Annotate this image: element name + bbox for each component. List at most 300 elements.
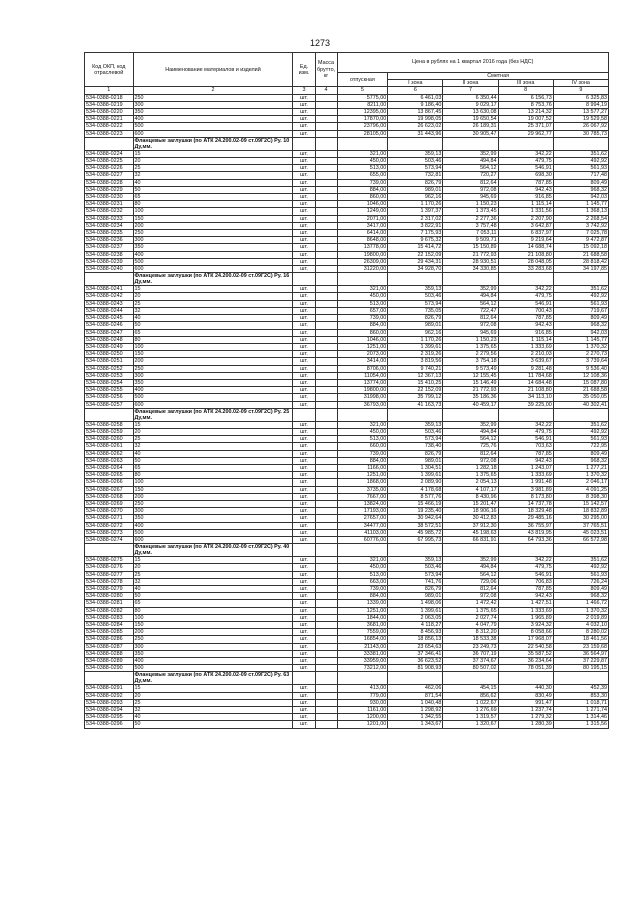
table-row	[85, 258, 609, 265]
cell-unit: шт.	[293, 315, 315, 322]
cell-zone1: 503,46	[388, 428, 443, 435]
table-row	[85, 343, 609, 350]
cell-code: 534-0388-0240	[85, 266, 134, 273]
cell-zone1: 31 443,96	[388, 130, 443, 137]
cell-code: 534-0388-0283	[85, 614, 134, 621]
cell-zone2: 2 027,74	[443, 614, 498, 621]
cell-name: 40	[133, 586, 293, 593]
cell-zone4: 492,92	[553, 564, 608, 571]
cell-name: 600	[133, 266, 293, 273]
cell-code: 534-0388-0228	[85, 179, 134, 186]
cell-mass	[315, 336, 337, 343]
table-row	[85, 179, 609, 186]
cell-zone3: 1 115,14	[498, 201, 553, 208]
cell-zone2: 21 772,93	[443, 251, 498, 258]
cell-code: 534-0388-0246	[85, 322, 134, 329]
cell-zone1: 22 152,09	[388, 387, 443, 394]
cell-zone2: 40 459,17	[443, 401, 498, 408]
cell-zone3: 1 280,39	[498, 721, 553, 728]
cell-price: 23796,00	[337, 123, 388, 130]
header-code: Код ОКП, код отраслевой	[85, 53, 134, 87]
cell-zone1: 738,40	[388, 443, 443, 450]
cell-name: 300	[133, 237, 293, 244]
cell-zone2: 454,15	[443, 685, 498, 692]
cell-name: 20	[133, 158, 293, 165]
cell-zone4: 492,92	[553, 428, 608, 435]
group-title: Фланцевые заглушки (по АТК 24.200.02-09 ст.09Г2С) Ру. 63 Ду,мм.	[133, 672, 293, 685]
cell-name: 200	[133, 222, 293, 229]
cell-zone3: 19 007,52	[498, 116, 553, 123]
cell-zone2: 28 930,51	[443, 258, 498, 265]
cell-code: 534-0388-0259	[85, 428, 134, 435]
cell-code: 534-0388-0279	[85, 586, 134, 593]
cell-zone3: 3 981,89	[498, 486, 553, 493]
table-row	[85, 351, 609, 358]
cell-price: 36793,00	[337, 401, 388, 408]
cell-zone1: 81 908,93	[388, 665, 443, 672]
cell-zone3: 703,63	[498, 443, 553, 450]
header-zone2: II зона	[443, 80, 498, 87]
cell-zone4: 45 023,51	[553, 529, 608, 536]
table-row	[85, 201, 609, 208]
cell-unit: шт.	[293, 436, 315, 443]
cell-zone3: 43 819,95	[498, 529, 553, 536]
cell-price: 21143,00	[337, 643, 388, 650]
cell-name: 500	[133, 123, 293, 130]
cell-zone4: 1 271,74	[553, 707, 608, 714]
table-row	[85, 336, 609, 343]
table-row	[85, 222, 609, 229]
cell-zone4: 21 688,58	[553, 387, 608, 394]
cell-zone3: 1 115,14	[498, 336, 553, 343]
table-row	[85, 500, 609, 507]
cell-price: 7559,00	[337, 629, 388, 636]
table-row	[85, 165, 609, 172]
cell-mass	[315, 486, 337, 493]
cell-mass	[315, 387, 337, 394]
cell-zone2: 19 650,54	[443, 116, 498, 123]
cell-zone3: 1 243,07	[498, 464, 553, 471]
cell-unit: шт.	[293, 464, 315, 471]
cell-zone2: 494,84	[443, 428, 498, 435]
cell-unit: шт.	[293, 578, 315, 585]
cell-zone2: 66 831,91	[443, 536, 498, 543]
cell-zone3: 11 784,68	[498, 372, 553, 379]
table-row	[85, 464, 609, 471]
cell-zone4: 9 536,40	[553, 365, 608, 372]
cell-zone4: 13 577,27	[553, 109, 608, 116]
cell-zone4: 4 032,10	[553, 622, 608, 629]
cell-unit: шт.	[293, 486, 315, 493]
cell-zone1: 989,01	[388, 457, 443, 464]
cell-mass	[315, 365, 337, 372]
cell-name: 150	[133, 622, 293, 629]
cell-zone3: 25 371,07	[498, 123, 553, 130]
cell-price: 26309,00	[337, 258, 388, 265]
cell-zone1: 23 654,63	[388, 643, 443, 650]
cell-zone1: 3 819,56	[388, 358, 443, 365]
cell-zone1: 8 577,76	[388, 493, 443, 500]
cell-zone2: 1 375,65	[443, 472, 498, 479]
cell-name: 80	[133, 201, 293, 208]
cell-unit: шт.	[293, 643, 315, 650]
cell-unit: шт.	[293, 557, 315, 564]
header-zone3: III зона	[498, 80, 553, 87]
cell-zone4: 452,39	[553, 685, 608, 692]
cell-zone4: 37 765,51	[553, 522, 608, 529]
table-row	[85, 307, 609, 314]
cell-unit: шт.	[293, 307, 315, 314]
cell-zone1: 732,81	[388, 172, 443, 179]
cell-zone2: 3 757,48	[443, 222, 498, 229]
cell-zone4: 66 572,98	[553, 536, 608, 543]
cell-zone2: 2 054,13	[443, 479, 498, 486]
cell-code: 534-0388-0278	[85, 578, 134, 585]
cell-price: 739,00	[337, 586, 388, 593]
table-row	[85, 593, 609, 600]
cell-zone1: 22 152,09	[388, 251, 443, 258]
cell-zone2: 725,76	[443, 443, 498, 450]
cell-zone3: 440,30	[498, 685, 553, 692]
cell-price: 73212,00	[337, 665, 388, 672]
header-estimate: Сметная	[388, 73, 609, 80]
cell-zone1: 2 317,02	[388, 215, 443, 222]
cell-code: 534-0388-0244	[85, 307, 134, 314]
cell-name: 32	[133, 443, 293, 450]
cell-zone3: 9 281,48	[498, 365, 553, 372]
cell-unit: шт.	[293, 130, 315, 137]
table-row	[85, 486, 609, 493]
cell-zone2: 8 430,96	[443, 493, 498, 500]
cell-zone4: 1 315,56	[553, 721, 608, 728]
cell-zone4: 36 564,97	[553, 650, 608, 657]
cell-name: 20	[133, 428, 293, 435]
header-name: Наименование материалов и изделий	[133, 53, 293, 87]
cell-mass	[315, 123, 337, 130]
cell-mass	[315, 286, 337, 293]
cell-mass	[315, 315, 337, 322]
cell-zone1: 8 456,93	[388, 629, 443, 636]
cell-zone1: 6 461,03	[388, 94, 443, 101]
cell-code: 534-0388-0292	[85, 692, 134, 699]
table-row	[85, 230, 609, 237]
cell-price: 33381,00	[337, 650, 388, 657]
cell-mass	[315, 421, 337, 428]
cell-zone2: 352,99	[443, 150, 498, 157]
cell-code: 534-0388-0225	[85, 158, 134, 165]
cell-unit: шт.	[293, 208, 315, 215]
cell-code: 534-0388-0247	[85, 329, 134, 336]
cell-zone1: 1 170,26	[388, 336, 443, 343]
cell-zone1: 4 118,27	[388, 622, 443, 629]
cell-zone3: 706,83	[498, 578, 553, 585]
cell-zone4: 722,95	[553, 443, 608, 450]
cell-price: 8211,00	[337, 101, 388, 108]
table-row	[85, 244, 609, 251]
cell-unit: шт.	[293, 600, 315, 607]
table-row	[85, 286, 609, 293]
cell-zone1: 37 346,41	[388, 650, 443, 657]
cell-code: 534-0388-0288	[85, 650, 134, 657]
cell-zone4: 561,93	[553, 300, 608, 307]
cell-zone3: 787,85	[498, 179, 553, 186]
cell-mass	[315, 201, 337, 208]
cell-price: 1868,00	[337, 479, 388, 486]
cell-zone3: 28 048,05	[498, 258, 553, 265]
cell-name: 500	[133, 529, 293, 536]
cell-mass	[315, 536, 337, 543]
cell-price: 1200,00	[337, 714, 388, 721]
cell-unit: шт.	[293, 343, 315, 350]
cell-zone4: 8 398,30	[553, 493, 608, 500]
cell-zone3: 1 427,51	[498, 600, 553, 607]
cell-name: 25	[133, 571, 293, 578]
cell-zone3: 479,75	[498, 428, 553, 435]
cell-zone1: 15 414,72	[388, 244, 443, 251]
cell-price: 27657,00	[337, 515, 388, 522]
cell-zone4: 809,49	[553, 179, 608, 186]
cell-unit: шт.	[293, 123, 315, 130]
cell-zone3: 787,85	[498, 586, 553, 593]
cell-code: 534-0388-0273	[85, 529, 134, 536]
cell-zone3: 942,43	[498, 593, 553, 600]
cell-mass	[315, 101, 337, 108]
table-row	[85, 571, 609, 578]
cell-zone2: 80 507,02	[443, 665, 498, 672]
cell-mass	[315, 116, 337, 123]
cell-zone2: 812,64	[443, 315, 498, 322]
cell-code: 534-0388-0269	[85, 500, 134, 507]
cell-name: 250	[133, 500, 293, 507]
cell-zone2: 1 319,57	[443, 714, 498, 721]
cell-price: 60776,00	[337, 536, 388, 543]
table-row	[85, 650, 609, 657]
cell-zone1: 359,13	[388, 421, 443, 428]
cell-price: 450,00	[337, 428, 388, 435]
cell-zone2: 4 107,17	[443, 486, 498, 493]
cell-zone3: 546,91	[498, 571, 553, 578]
group-header-row	[85, 273, 609, 286]
cell-unit: шт.	[293, 401, 315, 408]
cell-zone1: 359,13	[388, 150, 443, 157]
cell-name: 150	[133, 486, 293, 493]
cell-code: 534-0388-0265	[85, 472, 134, 479]
cell-zone2: 972,08	[443, 322, 498, 329]
cell-mass	[315, 401, 337, 408]
cell-zone2: 8 312,20	[443, 629, 498, 636]
cell-name: 600	[133, 536, 293, 543]
cell-zone4: 28 818,42	[553, 258, 608, 265]
cell-price: 884,00	[337, 593, 388, 600]
cell-price: 16854,00	[337, 636, 388, 643]
cell-name: 200	[133, 358, 293, 365]
cell-unit: шт.	[293, 699, 315, 706]
table-row	[85, 472, 609, 479]
table-row	[85, 699, 609, 706]
cell-name: 300	[133, 643, 293, 650]
cell-name: 80	[133, 607, 293, 614]
cell-mass	[315, 343, 337, 350]
cell-zone4: 561,93	[553, 436, 608, 443]
cell-unit: шт.	[293, 614, 315, 621]
group-header-row	[85, 544, 609, 557]
cell-price: 1251,00	[337, 607, 388, 614]
cell-unit: шт.	[293, 322, 315, 329]
cell-zone2: 1 320,67	[443, 721, 498, 728]
cell-zone1: 41 163,73	[388, 401, 443, 408]
cell-zone4: 15 142,57	[553, 500, 608, 507]
cell-name: 600	[133, 130, 293, 137]
cell-code: 534-0388-0230	[85, 194, 134, 201]
table-row	[85, 721, 609, 728]
cell-zone1: 503,46	[388, 564, 443, 571]
cell-code: 534-0388-0241	[85, 286, 134, 293]
cell-unit: шт.	[293, 515, 315, 522]
table-row	[85, 428, 609, 435]
cell-name: 350	[133, 650, 293, 657]
cell-zone1: 18 856,13	[388, 636, 443, 643]
cell-zone2: 564,12	[443, 571, 498, 578]
cell-mass	[315, 307, 337, 314]
cell-code: 534-0388-0295	[85, 714, 134, 721]
cell-mass	[315, 372, 337, 379]
cell-zone3: 698,30	[498, 172, 553, 179]
cell-mass	[315, 394, 337, 401]
table-row	[85, 529, 609, 536]
cell-zone2: 18 906,16	[443, 508, 498, 515]
cell-name: 20	[133, 564, 293, 571]
cell-zone1: 1 343,67	[388, 721, 443, 728]
cell-mass	[315, 109, 337, 116]
cell-code: 534-0388-0252	[85, 365, 134, 372]
cell-price: 1166,00	[337, 464, 388, 471]
cell-zone4: 37 229,87	[553, 658, 608, 665]
cell-zone3: 3 642,87	[498, 222, 553, 229]
cell-zone2: 352,99	[443, 421, 498, 428]
cell-zone3: 78 051,39	[498, 665, 553, 672]
cell-zone4: 853,30	[553, 692, 608, 699]
cell-mass	[315, 600, 337, 607]
table-row	[85, 101, 609, 108]
cell-unit: шт.	[293, 201, 315, 208]
cell-unit: шт.	[293, 629, 315, 636]
cell-code: 534-0388-0222	[85, 123, 134, 130]
cell-zone1: 826,79	[388, 315, 443, 322]
cell-zone4: 561,93	[553, 165, 608, 172]
cell-zone3: 700,43	[498, 307, 553, 314]
cell-code: 534-0388-0289	[85, 658, 134, 665]
cell-zone2: 494,84	[443, 564, 498, 571]
cell-zone1: 1 397,37	[388, 208, 443, 215]
cell-code: 534-0388-0239	[85, 258, 134, 265]
cell-name: 250	[133, 636, 293, 643]
cell-zone2: 23 249,73	[443, 643, 498, 650]
cell-zone2: 37 912,30	[443, 522, 498, 529]
cell-zone2: 720,27	[443, 172, 498, 179]
cell-zone1: 573,94	[388, 165, 443, 172]
table-row	[85, 372, 609, 379]
cell-price: 7667,00	[337, 493, 388, 500]
cell-zone3: 2 207,90	[498, 215, 553, 222]
cell-zone4: 351,62	[553, 557, 608, 564]
cell-unit: шт.	[293, 237, 315, 244]
table-row	[85, 401, 609, 408]
cell-zone3: 546,91	[498, 436, 553, 443]
cell-zone3: 14 684,48	[498, 379, 553, 386]
cell-name: 25	[133, 165, 293, 172]
cell-code: 534-0388-0294	[85, 707, 134, 714]
cell-zone1: 1 040,48	[388, 699, 443, 706]
table-row	[85, 685, 609, 692]
cell-name: 50	[133, 721, 293, 728]
cell-price: 779,00	[337, 692, 388, 699]
cell-zone4: 968,32	[553, 186, 608, 193]
cell-mass	[315, 529, 337, 536]
cell-code: 534-0388-0232	[85, 208, 134, 215]
cell-name: 100	[133, 343, 293, 350]
cell-mass	[315, 251, 337, 258]
cell-zone4: 2 270,73	[553, 351, 608, 358]
cell-unit: шт.	[293, 522, 315, 529]
cell-zone2: 494,84	[443, 293, 498, 300]
cell-zone1: 826,79	[388, 179, 443, 186]
cell-zone1: 1 498,06	[388, 600, 443, 607]
table-row	[85, 643, 609, 650]
cell-unit: шт.	[293, 358, 315, 365]
table-row	[85, 394, 609, 401]
cell-price: 513,00	[337, 436, 388, 443]
cell-code: 534-0388-0221	[85, 116, 134, 123]
cell-mass	[315, 515, 337, 522]
table-row	[85, 329, 609, 336]
cell-zone2: 45 198,63	[443, 529, 498, 536]
cell-zone3: 3 639,67	[498, 358, 553, 365]
cell-name: 15	[133, 557, 293, 564]
cell-code: 534-0388-0261	[85, 443, 134, 450]
cell-code: 534-0388-0262	[85, 450, 134, 457]
cell-zone3: 8 058,66	[498, 629, 553, 636]
cell-price: 1161,00	[337, 707, 388, 714]
cell-unit: шт.	[293, 500, 315, 507]
table-row	[85, 586, 609, 593]
cell-name: 400	[133, 251, 293, 258]
table-row	[85, 293, 609, 300]
cell-unit: шт.	[293, 450, 315, 457]
cell-zone1: 38 572,51	[388, 522, 443, 529]
cell-price: 1046,00	[337, 336, 388, 343]
cell-zone2: 12 155,45	[443, 372, 498, 379]
cell-unit: шт.	[293, 428, 315, 435]
cell-zone2: 7 053,11	[443, 230, 498, 237]
cell-code: 534-0388-0268	[85, 493, 134, 500]
cell-code: 534-0388-0255	[85, 387, 134, 394]
cell-zone4: 968,32	[553, 322, 608, 329]
cell-mass	[315, 457, 337, 464]
cell-unit: шт.	[293, 593, 315, 600]
cell-price: 860,00	[337, 329, 388, 336]
cell-mass	[315, 428, 337, 435]
cell-zone2: 21 772,93	[443, 387, 498, 394]
cell-price: 413,00	[337, 685, 388, 692]
cell-name: 25	[133, 300, 293, 307]
cell-zone4: 809,49	[553, 586, 608, 593]
cell-zone3: 1 237,74	[498, 707, 553, 714]
cell-zone1: 29 434,31	[388, 258, 443, 265]
table-row	[85, 614, 609, 621]
cell-price: 28105,00	[337, 130, 388, 137]
cell-unit: шт.	[293, 286, 315, 293]
cell-name: 150	[133, 351, 293, 358]
